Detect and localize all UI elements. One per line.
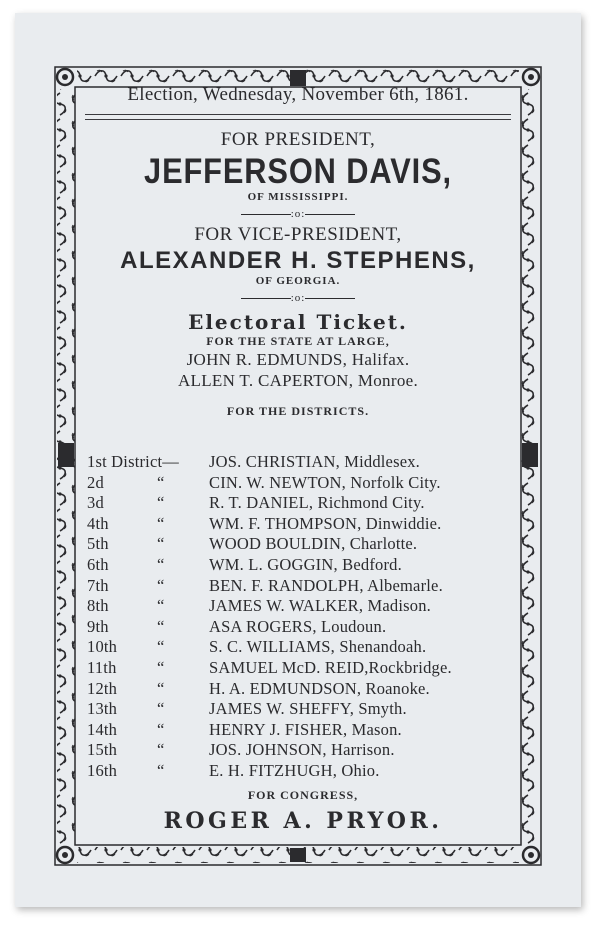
congress-heading: FOR CONGRESS, [247, 788, 359, 802]
district-row [87, 617, 527, 638]
electoral-ticket-title: Electoral Ticket. [188, 310, 408, 334]
ditto-mark: “ [157, 678, 165, 698]
ditto-mark: “ [157, 616, 165, 636]
divider-mark: :o: [290, 208, 306, 220]
district-number: 9th [87, 616, 109, 636]
vice-president-state: OF GEORGIA. [255, 275, 341, 287]
district-number: 13th [87, 699, 118, 719]
district-number: 8th [87, 596, 109, 616]
district-number: 12th [87, 678, 118, 698]
district-number: 11th [87, 657, 117, 677]
divider-dash [241, 298, 291, 299]
district-row [87, 473, 527, 494]
vice-president-name: ALEXANDER H. STEPHENS, [120, 247, 476, 274]
vice-president-heading: FOR VICE-PRESIDENT, [194, 224, 402, 245]
divider-dash [305, 214, 355, 215]
ditto-mark: “ [157, 575, 165, 595]
district-number: 16th [87, 760, 118, 780]
divider-dash [305, 298, 355, 299]
district-elector: HENRY J. FISHER, Mason. [209, 719, 402, 739]
congress-section [70, 788, 536, 834]
ditto-mark: “ [157, 493, 165, 513]
district-elector: E. H. FITZHUGH, Ohio. [209, 760, 380, 780]
district-row [87, 720, 527, 741]
district-elector: JAMES W. SHEFFY, Smyth. [209, 699, 407, 719]
ditto-mark: “ [157, 637, 165, 657]
district-number: 1st District— [87, 452, 179, 471]
district-row [87, 637, 527, 658]
district-elector: ASA ROGERS, Loudoun. [209, 616, 387, 636]
ditto-mark: “ [157, 534, 165, 554]
districts-heading: FOR THE DISTRICTS. [226, 403, 370, 418]
ditto-mark: “ [157, 657, 165, 677]
district-number: 14th [87, 719, 118, 739]
district-elector: JOS. CHRISTIAN, Middlesex. [209, 452, 420, 471]
ballot-header [85, 80, 511, 419]
district-row [87, 740, 527, 761]
district-elector: WM. F. THOMPSON, Dinwiddie. [209, 513, 442, 533]
ditto-mark: “ [157, 719, 165, 739]
district-elector: H. A. EDMUNDSON, Roanoke. [209, 678, 430, 698]
ditto-mark: “ [157, 699, 165, 719]
at-large-elector: JOHN R. EDMUNDS, Halifax. [186, 350, 410, 369]
congress-candidate: ROGER A. PRYOR. [163, 808, 443, 834]
district-row [87, 493, 527, 514]
district-number: 2d [87, 472, 104, 492]
district-elector: R. T. DANIEL, Richmond City. [209, 493, 425, 513]
district-elector: SAMUEL McD. REID,Rockbridge. [209, 657, 452, 677]
district-elector: JAMES W. WALKER, Madison. [209, 596, 431, 616]
president-heading: FOR PRESIDENT, [220, 129, 376, 150]
divider-2 [85, 292, 511, 304]
district-row [87, 658, 527, 679]
ditto-mark: “ [157, 554, 165, 574]
district-list [87, 452, 527, 782]
district-number: 5th [87, 534, 109, 554]
president-state: OF MISSISSIPPI. [247, 191, 349, 203]
district-elector: CIN. W. NEWTON, Norfolk City. [209, 472, 441, 492]
election-date-line: Election, Wednesday, November 6th, 1861. [127, 84, 469, 105]
district-number: 6th [87, 554, 109, 574]
district-row [87, 699, 527, 720]
divider-mark: :o: [290, 292, 306, 304]
district-elector: BEN. F. RANDOLPH, Albemarle. [209, 575, 443, 595]
district-elector: WOOD BOULDIN, Charlotte. [209, 534, 418, 554]
district-row [87, 576, 527, 597]
ditto-mark: “ [157, 760, 165, 780]
at-large-elector: ALLEN T. CAPERTON, Monroe. [177, 371, 419, 391]
district-elector: WM. L. GOGGIN, Bedford. [209, 554, 402, 574]
district-elector: JOS. JOHNSON, Harrison. [209, 740, 395, 760]
president-name: JEFFERSON DAVIS, [144, 152, 452, 191]
divider-1 [85, 208, 511, 220]
district-row [87, 534, 527, 555]
district-number: 15th [87, 740, 118, 760]
district-number: 7th [87, 575, 109, 595]
ditto-mark: “ [157, 513, 165, 533]
district-row [87, 596, 527, 617]
district-number: 3d [87, 493, 104, 513]
district-row [87, 761, 527, 782]
district-row [87, 679, 527, 700]
district-row [87, 555, 527, 576]
ditto-mark: “ [157, 740, 165, 760]
district-number: 4th [87, 513, 109, 533]
ditto-mark: “ [157, 472, 165, 492]
divider-dash [241, 214, 291, 215]
district-row [87, 514, 527, 535]
district-elector: S. C. WILLIAMS, Shenandoah. [209, 637, 427, 657]
header-rule [85, 114, 511, 120]
at-large-heading: FOR THE STATE AT LARGE, [206, 334, 390, 348]
ditto-mark: “ [157, 596, 165, 616]
district-row [87, 452, 527, 473]
district-number: 10th [87, 637, 118, 657]
